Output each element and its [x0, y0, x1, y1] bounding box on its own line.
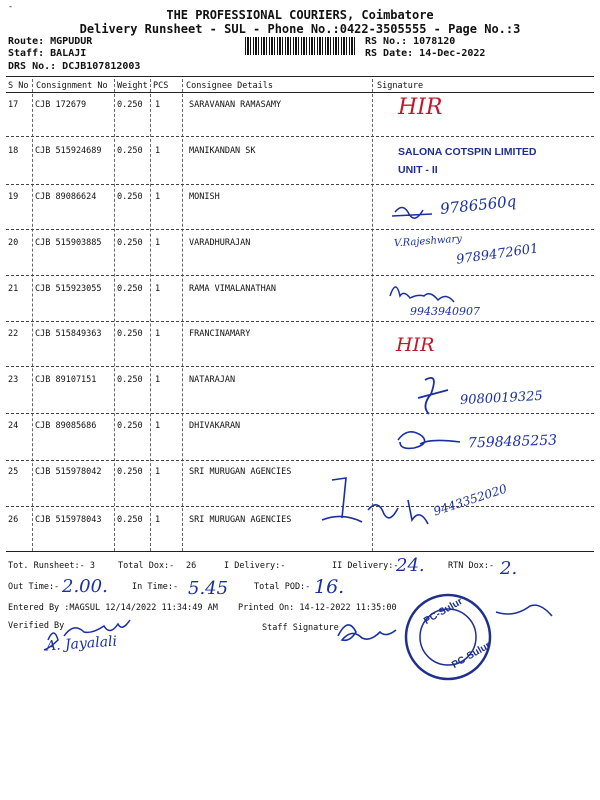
in-time-value: 5.45	[188, 578, 229, 599]
row-pcs: 1	[155, 467, 161, 477]
row-consignee: SARAVANAN RAMASAMY	[189, 100, 282, 110]
drs-number: DRS No.: DCJB107812003	[8, 61, 141, 72]
row-weight: 0.250	[117, 100, 143, 110]
row-pcs: 1	[155, 146, 161, 156]
signature-r20-phone: 9789472601	[455, 241, 540, 268]
row-consignment: CJB 515849363	[35, 329, 102, 339]
entered-by: Entered By :MAGSUL 12/14/2022 11:34:49 AM	[8, 603, 218, 613]
company-title: THE PROFESSIONAL COURIERS, Coimbatore	[166, 8, 434, 22]
row-consignment: CJB 89085686	[35, 421, 97, 431]
total-dox-value: 26	[186, 561, 197, 571]
total-pod-label: Total POD:-	[254, 582, 311, 592]
row-consignee: DHIVAKARAN	[189, 421, 241, 431]
row-sno: 25	[8, 467, 19, 477]
row-consignee: SRI MURUGAN AGENCIES	[189, 467, 292, 477]
ii-delivery-value: 24.	[396, 555, 425, 576]
out-time-value: 2.00.	[62, 576, 108, 597]
row-pcs: 1	[155, 375, 161, 385]
row-weight: 0.250	[117, 238, 143, 248]
row-weight: 0.250	[117, 515, 143, 525]
row-consignment: CJB 89107151	[35, 375, 97, 385]
row-pcs: 1	[155, 100, 161, 110]
row-weight: 0.250	[117, 375, 143, 385]
row-consignment: CJB 515924689	[35, 146, 102, 156]
row-weight: 0.250	[117, 421, 143, 431]
staff-label: Staff: BALAJI	[8, 48, 87, 59]
row-pcs: 1	[155, 421, 161, 431]
col-consignment: Consignment No	[36, 81, 108, 91]
verified-by-signature: A. Jayalali	[45, 633, 118, 655]
signature-r23: 9080019325	[459, 388, 544, 409]
rtn-dox-label: RTN Dox:-	[448, 561, 495, 571]
tot-runsheet: Tot. Runsheet:- 3	[8, 561, 95, 571]
signature-r18-unit: UNIT - II	[398, 164, 438, 176]
row-pcs: 1	[155, 284, 161, 294]
col-sno: S No	[8, 81, 29, 91]
runsheet-subtitle: Delivery Runsheet - SUL - Phone No.:0422-3505555 - Page No.:3	[79, 22, 521, 36]
row-sno: 20	[8, 238, 19, 248]
row-weight: 0.250	[117, 284, 143, 294]
row-consignment: CJB 515903885	[35, 238, 102, 248]
row-sno: 26	[8, 515, 19, 525]
stamp-bottom-text: PC-Sulur	[450, 640, 493, 671]
row-consignee: RAMA VIMALANATHAN	[189, 284, 276, 294]
printed-on: Printed On: 14-12-2022 11:35:00	[238, 603, 397, 613]
rtn-dox-value: 2.	[500, 558, 518, 579]
out-time-label: Out Time:-	[8, 582, 60, 592]
signature-r26: 9443352020	[431, 481, 509, 519]
row-consignee: SRI MURUGAN AGENCIES	[189, 515, 292, 525]
corner-mark: -	[8, 2, 14, 12]
route-label: Route: MGPUDUR	[8, 36, 93, 47]
rs-date: RS Date: 14-Dec-2022	[365, 48, 486, 59]
staff-signature-label: Staff Signature	[262, 623, 339, 633]
row-consignee: MONISH	[189, 192, 220, 202]
row-pcs: 1	[155, 192, 161, 202]
stamp-top-text: PC-Sulur	[422, 596, 465, 627]
signature-r19: 9786560q	[439, 192, 518, 218]
signature-r17: HIR	[398, 95, 443, 120]
row-weight: 0.250	[117, 192, 143, 202]
signature-r20-name: V.Rajeshwary	[393, 233, 463, 250]
row-pcs: 1	[155, 515, 161, 525]
row-pcs: 1	[155, 329, 161, 339]
rs-number: RS No.: 1078120	[365, 36, 456, 47]
total-pod-value: 16.	[314, 576, 345, 598]
row-sno: 21	[8, 284, 19, 294]
row-consignee: VARADHURAJAN	[189, 238, 251, 248]
row-consignment: CJB 89086624	[35, 192, 97, 202]
i-delivery-label: I Delivery:-	[224, 561, 286, 571]
row-sno: 18	[8, 146, 19, 156]
row-sno: 23	[8, 375, 19, 385]
row-pcs: 1	[155, 238, 161, 248]
row-weight: 0.250	[117, 329, 143, 339]
signature-r21: 9943940907	[410, 305, 480, 318]
in-time-label: In Time:-	[132, 582, 179, 592]
row-consignment: CJB 515978042	[35, 467, 102, 477]
signature-r22: HIR	[396, 334, 435, 356]
col-weight: Weight	[117, 81, 148, 91]
row-consignee: FRANCINAMARY	[189, 329, 251, 339]
col-signature: Signature	[377, 81, 424, 91]
row-sno: 24	[8, 421, 19, 431]
row-consignee: MANIKANDAN SK	[189, 146, 256, 156]
signature-r18-stamp: SALONA COTSPIN LIMITED	[398, 146, 537, 158]
row-sno: 22	[8, 329, 19, 339]
verified-by-label: Verified By	[8, 621, 65, 631]
row-consignee: NATARAJAN	[189, 375, 236, 385]
row-consignment: CJB 515978043	[35, 515, 102, 525]
col-pcs: PCS	[153, 81, 169, 91]
row-sno: 17	[8, 100, 19, 110]
row-weight: 0.250	[117, 146, 143, 156]
row-weight: 0.250	[117, 467, 143, 477]
row-sno: 19	[8, 192, 19, 202]
row-consignment: CJB 515923055	[35, 284, 102, 294]
signature-r24: 7598485253	[467, 432, 558, 452]
ii-delivery-label: II Delivery:-	[332, 561, 399, 571]
col-consignee: Consignee Details	[186, 81, 273, 91]
row-consignment: CJB 172679	[35, 100, 87, 110]
total-dox-label: Total Dox:-	[118, 561, 175, 571]
